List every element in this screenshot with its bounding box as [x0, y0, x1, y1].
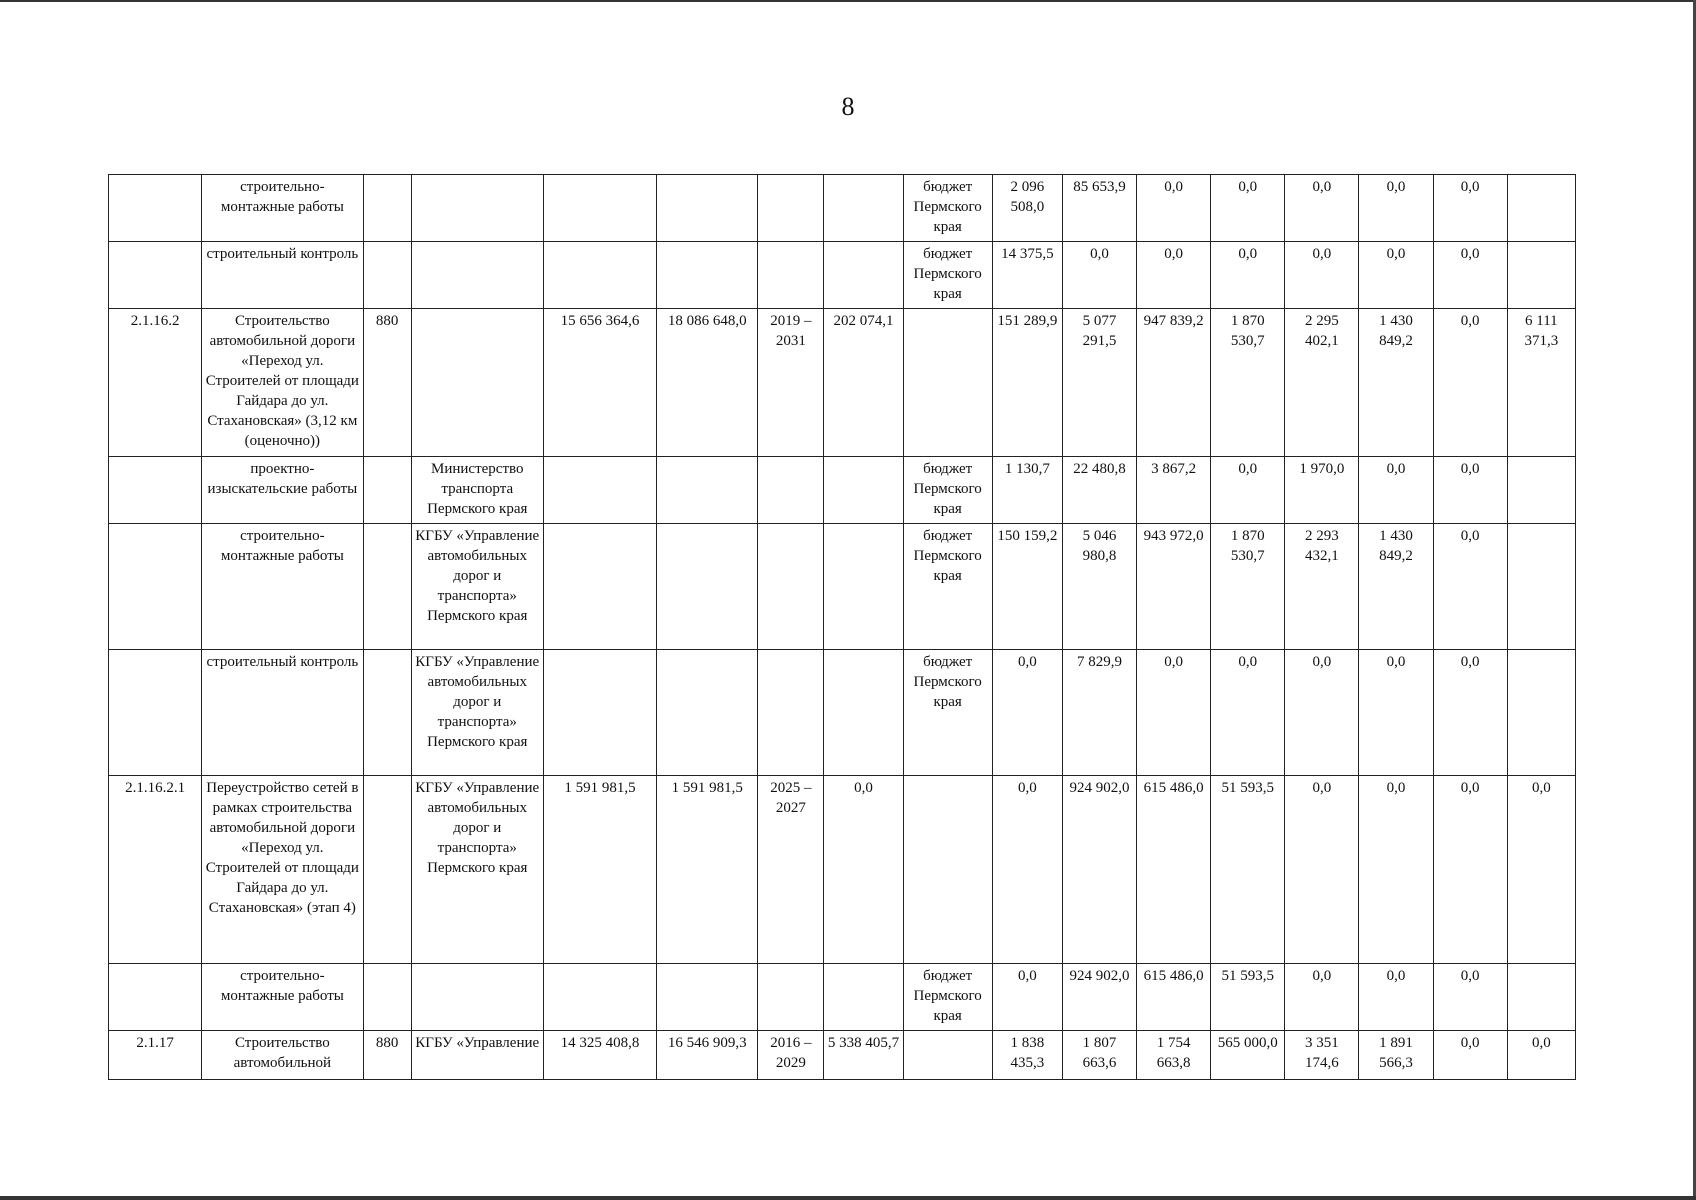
row-funding-source — [903, 1031, 992, 1080]
row-spent — [824, 457, 903, 524]
table-row — [109, 776, 1576, 964]
row-executor — [411, 175, 543, 242]
row-name: строительный контроль — [202, 242, 363, 309]
table-row — [109, 524, 1576, 650]
row-y6: 0,0 — [1359, 175, 1433, 242]
row-period: 2019 – 2031 — [758, 309, 824, 457]
row-name: строительный контроль — [202, 650, 363, 776]
table-row — [109, 175, 1576, 242]
row-y1: 1 130,7 — [992, 457, 1062, 524]
row-cost-full — [657, 457, 758, 524]
row-admin-code — [363, 776, 411, 964]
row-period — [758, 964, 824, 1031]
row-y4: 0,0 — [1211, 242, 1285, 309]
row-cost-estimate — [543, 457, 656, 524]
row-y3: 0,0 — [1137, 175, 1211, 242]
row-y4: 0,0 — [1211, 175, 1285, 242]
row-y6: 0,0 — [1359, 650, 1433, 776]
row-y1: 0,0 — [992, 776, 1062, 964]
row-y1: 2 096 508,0 — [992, 175, 1062, 242]
row-y3: 0,0 — [1137, 650, 1211, 776]
row-code — [109, 175, 202, 242]
row-y1: 151 289,9 — [992, 309, 1062, 457]
row-admin-code — [363, 524, 411, 650]
row-y1: 0,0 — [992, 964, 1062, 1031]
row-y7: 0,0 — [1433, 309, 1507, 457]
row-total: 6 111 371,3 — [1507, 309, 1575, 457]
row-y2: 5 046 980,8 — [1062, 524, 1136, 650]
row-y6: 1 430 849,2 — [1359, 524, 1433, 650]
row-period — [758, 524, 824, 650]
table-row — [109, 650, 1576, 776]
row-cost-estimate — [543, 650, 656, 776]
row-y6: 0,0 — [1359, 457, 1433, 524]
row-executor: Министерство транспорта Пермского края — [411, 457, 543, 524]
row-y5: 0,0 — [1285, 650, 1359, 776]
row-spent — [824, 175, 903, 242]
table-row — [109, 309, 1576, 457]
table-row — [109, 242, 1576, 309]
row-executor: КГБУ «Управление автомобильных дорог и транспорта» Пермского края — [411, 776, 543, 964]
row-name: строительно-монтажные работы — [202, 524, 363, 650]
row-y7: 0,0 — [1433, 242, 1507, 309]
row-cost-full — [657, 242, 758, 309]
row-y2: 7 829,9 — [1062, 650, 1136, 776]
row-spent — [824, 524, 903, 650]
row-code — [109, 242, 202, 309]
row-code — [109, 964, 202, 1031]
row-y3: 0,0 — [1137, 242, 1211, 309]
row-cost-full — [657, 650, 758, 776]
row-code: 2.1.16.2 — [109, 309, 202, 457]
row-funding-source: бюджет Пермского края — [903, 524, 992, 650]
row-y7: 0,0 — [1433, 964, 1507, 1031]
row-cost-full: 18 086 648,0 — [657, 309, 758, 457]
row-executor — [411, 964, 543, 1031]
row-cost-full — [657, 964, 758, 1031]
row-y3: 615 486,0 — [1137, 964, 1211, 1031]
row-y2: 1 807 663,6 — [1062, 1031, 1136, 1080]
row-total — [1507, 457, 1575, 524]
row-admin-code: 880 — [363, 309, 411, 457]
row-cost-estimate: 15 656 364,6 — [543, 309, 656, 457]
row-cost-estimate: 14 325 408,8 — [543, 1031, 656, 1080]
row-total — [1507, 524, 1575, 650]
row-y7: 0,0 — [1433, 1031, 1507, 1080]
row-total — [1507, 175, 1575, 242]
row-code: 2.1.17 — [109, 1031, 202, 1080]
row-funding-source — [903, 309, 992, 457]
row-y6: 0,0 — [1359, 242, 1433, 309]
row-cost-full — [657, 524, 758, 650]
row-y5: 0,0 — [1285, 776, 1359, 964]
row-total — [1507, 650, 1575, 776]
row-y5: 3 351 174,6 — [1285, 1031, 1359, 1080]
scan-edge-top — [0, 0, 1696, 2]
row-y5: 2 295 402,1 — [1285, 309, 1359, 457]
row-y1: 0,0 — [992, 650, 1062, 776]
row-y3: 947 839,2 — [1137, 309, 1211, 457]
row-spent: 0,0 — [824, 776, 903, 964]
row-funding-source: бюджет Пермского края — [903, 964, 992, 1031]
row-spent — [824, 242, 903, 309]
row-executor: КГБУ «Управление автомобильных дорог и транспорта» Пермского края — [411, 650, 543, 776]
row-y5: 2 293 432,1 — [1285, 524, 1359, 650]
row-code: 2.1.16.2.1 — [109, 776, 202, 964]
row-admin-code — [363, 175, 411, 242]
row-cost-estimate: 1 591 981,5 — [543, 776, 656, 964]
row-y6: 1 891 566,3 — [1359, 1031, 1433, 1080]
row-total — [1507, 964, 1575, 1031]
row-period — [758, 457, 824, 524]
row-funding-source: бюджет Пермского края — [903, 175, 992, 242]
row-executor — [411, 242, 543, 309]
row-cost-estimate — [543, 242, 656, 309]
row-y6: 0,0 — [1359, 776, 1433, 964]
row-total: 0,0 — [1507, 1031, 1575, 1080]
row-y4: 1 870 530,7 — [1211, 524, 1285, 650]
row-code — [109, 650, 202, 776]
row-y5: 0,0 — [1285, 175, 1359, 242]
row-y2: 924 902,0 — [1062, 776, 1136, 964]
row-name: строительно-монтажные работы — [202, 175, 363, 242]
row-name: Строительство автомобильной — [202, 1031, 363, 1080]
row-name: проектно-изыскательские работы — [202, 457, 363, 524]
row-code — [109, 457, 202, 524]
row-y7: 0,0 — [1433, 650, 1507, 776]
row-funding-source: бюджет Пермского края — [903, 650, 992, 776]
page-number: 8 — [841, 92, 855, 121]
row-y7: 0,0 — [1433, 776, 1507, 964]
row-admin-code — [363, 650, 411, 776]
row-spent — [824, 964, 903, 1031]
budget-table — [108, 174, 1576, 1080]
row-y1: 1 838 435,3 — [992, 1031, 1062, 1080]
row-total: 0,0 — [1507, 776, 1575, 964]
row-y2: 5 077 291,5 — [1062, 309, 1136, 457]
row-total — [1507, 242, 1575, 309]
row-period: 2025 – 2027 — [758, 776, 824, 964]
row-y1: 14 375,5 — [992, 242, 1062, 309]
row-y7: 0,0 — [1433, 524, 1507, 650]
row-y2: 0,0 — [1062, 242, 1136, 309]
row-cost-full — [657, 175, 758, 242]
row-y6: 1 430 849,2 — [1359, 309, 1433, 457]
row-executor: КГБУ «Управление — [411, 1031, 543, 1080]
row-y4: 51 593,5 — [1211, 964, 1285, 1031]
row-period — [758, 242, 824, 309]
row-y4: 0,0 — [1211, 457, 1285, 524]
row-cost-full: 16 546 909,3 — [657, 1031, 758, 1080]
row-cost-estimate — [543, 524, 656, 650]
row-y2: 85 653,9 — [1062, 175, 1136, 242]
row-y5: 0,0 — [1285, 964, 1359, 1031]
row-y4: 1 870 530,7 — [1211, 309, 1285, 457]
row-spent: 202 074,1 — [824, 309, 903, 457]
table-row — [109, 457, 1576, 524]
row-y2: 924 902,0 — [1062, 964, 1136, 1031]
scan-edge-bottom — [0, 1196, 1696, 1200]
row-cost-full: 1 591 981,5 — [657, 776, 758, 964]
row-y7: 0,0 — [1433, 457, 1507, 524]
row-y1: 150 159,2 — [992, 524, 1062, 650]
row-y3: 3 867,2 — [1137, 457, 1211, 524]
row-period — [758, 175, 824, 242]
row-y7: 0,0 — [1433, 175, 1507, 242]
row-funding-source: бюджет Пермского края — [903, 242, 992, 309]
row-y3: 615 486,0 — [1137, 776, 1211, 964]
row-y4: 0,0 — [1211, 650, 1285, 776]
row-y5: 0,0 — [1285, 242, 1359, 309]
row-name: строительно-монтажные работы — [202, 964, 363, 1031]
row-funding-source — [903, 776, 992, 964]
row-period: 2016 – 2029 — [758, 1031, 824, 1080]
row-y2: 22 480,8 — [1062, 457, 1136, 524]
row-y4: 565 000,0 — [1211, 1031, 1285, 1080]
table-row — [109, 1031, 1576, 1080]
row-period — [758, 650, 824, 776]
row-y3: 943 972,0 — [1137, 524, 1211, 650]
row-executor: КГБУ «Управление автомобильных дорог и транспорта» Пермского края — [411, 524, 543, 650]
row-admin-code — [363, 457, 411, 524]
row-code — [109, 524, 202, 650]
row-name: Строительство автомобильной дороги «Переход ул. Строителей от площади Гайдара до ул. Стахановская» (3,12 км (оценочно)) — [202, 309, 363, 457]
table-row — [109, 964, 1576, 1031]
row-y6: 0,0 — [1359, 964, 1433, 1031]
row-y4: 51 593,5 — [1211, 776, 1285, 964]
row-admin-code — [363, 964, 411, 1031]
row-executor — [411, 309, 543, 457]
row-admin-code: 880 — [363, 1031, 411, 1080]
row-cost-estimate — [543, 175, 656, 242]
row-name: Переустройство сетей в рамках строительства автомобильной дороги «Переход ул. Строителей от площади Гайдара до ул. Стахановская» (этап 4) — [202, 776, 363, 964]
row-y3: 1 754 663,8 — [1137, 1031, 1211, 1080]
row-spent — [824, 650, 903, 776]
row-y5: 1 970,0 — [1285, 457, 1359, 524]
row-admin-code — [363, 242, 411, 309]
row-cost-estimate — [543, 964, 656, 1031]
row-funding-source: бюджет Пермского края — [903, 457, 992, 524]
row-spent: 5 338 405,7 — [824, 1031, 903, 1080]
